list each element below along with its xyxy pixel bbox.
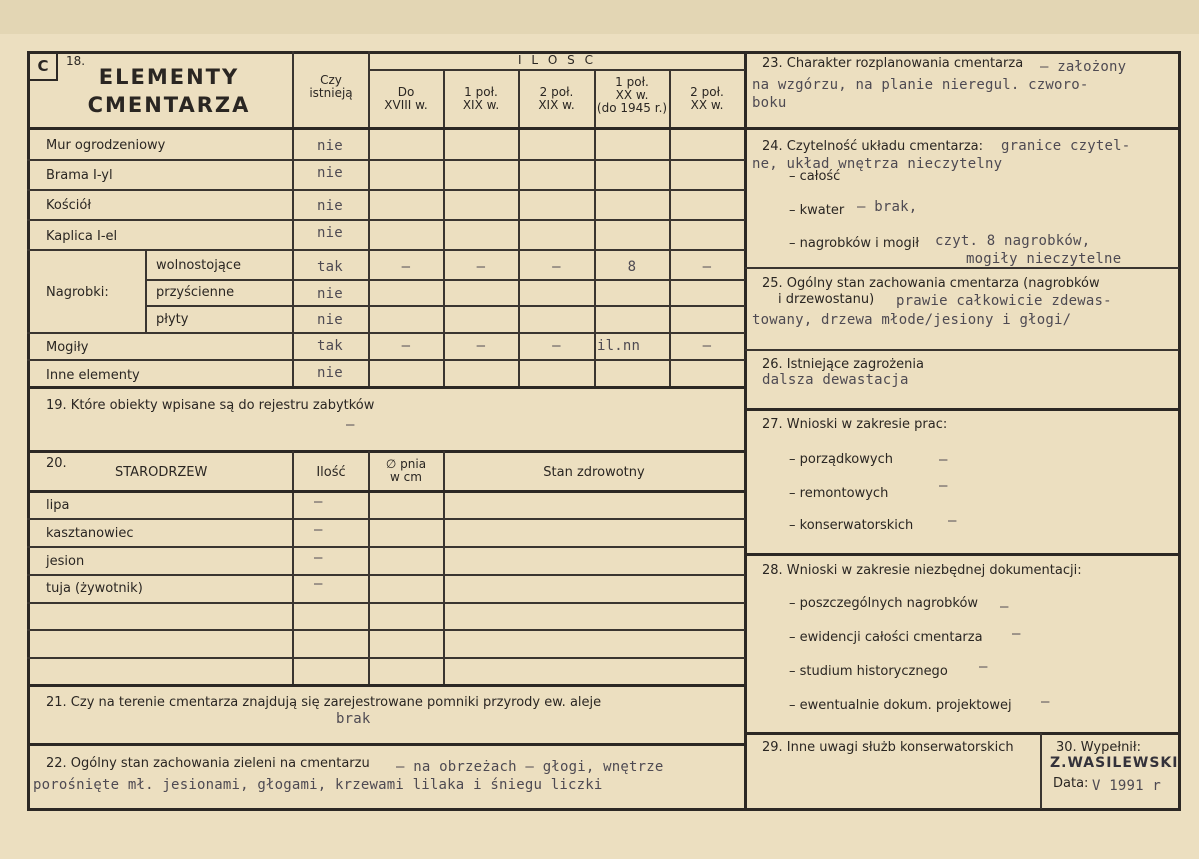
s24-calosc: – całość: [789, 169, 841, 184]
row-line: [27, 249, 745, 251]
row-line: [27, 657, 745, 659]
czy-istnieja-header: Czy istnieją: [309, 73, 353, 100]
col-line-p3: [594, 70, 596, 387]
frame-bottom: [27, 808, 1181, 811]
section-18-title-1: ELEMENTY: [98, 65, 240, 89]
count-cell: il.nn: [597, 338, 641, 354]
s20-col-line: [443, 451, 445, 685]
s25-bottom: [745, 349, 1179, 351]
frame-left: [27, 51, 30, 811]
ilosc-header: I L O Ś Ć: [518, 53, 596, 67]
s28-item-value: –: [1012, 626, 1021, 642]
row-line: [27, 189, 745, 191]
s24-kwater-value: – brak,: [857, 199, 918, 215]
s24-bottom: [745, 267, 1179, 269]
row-line: [146, 305, 745, 307]
element-label: Mur ogrodzeniowy: [46, 138, 166, 153]
section-c-mark: C: [28, 51, 58, 81]
s28-item-value: –: [1041, 694, 1050, 710]
count-cell: –: [401, 338, 411, 354]
element-label: Mogiły: [46, 340, 89, 355]
row-line: [27, 574, 745, 576]
period-header-2: 1 poł. XIX w.: [462, 85, 500, 112]
exists-value: nie: [317, 286, 343, 302]
s20-number: 20.: [46, 456, 67, 471]
count-cell: –: [476, 338, 486, 354]
s24-label: 24. Czytelność układu cmentarza:: [762, 139, 984, 154]
s19-label: 19. Które obiekty wpisane są do rejestru zabytków: [46, 398, 375, 413]
s30-date-label: Data:: [1053, 776, 1089, 791]
frame-middle: [744, 51, 747, 811]
s19-bottom: [27, 450, 745, 453]
exists-value: nie: [317, 165, 343, 181]
s20-bottom: [27, 684, 745, 687]
s23-value-3: boku: [752, 95, 787, 111]
s24-nagrobkow-value-2: mogiły nieczytelne: [966, 251, 1122, 267]
s20-col-pnia: ∅ pnia w cm: [385, 457, 427, 484]
s28-item: – ewidencji całości cmentarza: [789, 630, 983, 645]
section-18-number: 18.: [66, 54, 86, 68]
s20-col-line: [368, 451, 370, 685]
tree-qty: –: [314, 522, 323, 538]
s21-label: 21. Czy na terenie cmentarza znajdują się zarejestrowane pomniki przyrody ew. aleje: [46, 695, 602, 710]
s25-label-2: i drzewostanu): [778, 292, 875, 307]
s27-item: – konserwatorskich: [789, 518, 914, 533]
nagrobki-divider: [145, 249, 147, 333]
s24-kwater: – kwater: [789, 203, 845, 218]
card-top-edge: [0, 0, 1199, 34]
count-cell: –: [401, 259, 411, 275]
count-cell: –: [552, 338, 561, 354]
s27-item: – porządkowych: [789, 452, 893, 467]
s20-header-bottom: [27, 490, 745, 493]
row-line: [27, 546, 745, 548]
exists-value: tak: [317, 259, 343, 275]
s23-value-2: na wzgórzu, na planie nieregul. czworo-: [752, 77, 1089, 93]
row-line: [27, 159, 745, 161]
tree-name: tuja (żywotnik): [46, 581, 143, 596]
s28-label: 28. Wnioski w zakresie niezbędnej dokumentacji:: [762, 563, 1082, 578]
s28-item-value: –: [1000, 599, 1009, 615]
element-label: płyty: [156, 312, 189, 327]
row-line: [27, 219, 745, 221]
element-label: przyścienne: [156, 285, 235, 300]
s28-item-value: –: [979, 659, 988, 675]
s21-value: brak: [336, 711, 371, 727]
s24-value-1: granice czytel-: [1001, 138, 1131, 154]
element-label: Kościół: [46, 198, 92, 213]
element-label: Kaplica I-el: [46, 229, 118, 244]
exists-value: tak: [317, 338, 343, 354]
s24-nagrobkow: – nagrobków i mogił: [789, 236, 920, 251]
s29-label: 29. Inne uwagi służb konserwatorskich: [762, 740, 1014, 755]
s23-label: 23. Charakter rozplanowania cmentarza: [762, 56, 1024, 71]
count-cell: –: [702, 259, 712, 275]
row-line: [146, 279, 745, 281]
period-header-1: Do XVIII w.: [384, 85, 428, 112]
s30-label: 30. Wypełnił:: [1056, 740, 1141, 755]
row-line: [27, 518, 745, 520]
s28-item: – poszczególnych nagrobków: [789, 596, 979, 611]
frame-right: [1178, 51, 1181, 811]
s27-item-value: –: [939, 478, 948, 494]
section-18-title-2: CMENTARZA: [87, 93, 251, 117]
s22-value-1: – na obrzeżach – głogi, wnętrze: [396, 759, 664, 775]
element-label: Brama I-yl: [46, 168, 113, 183]
s28-bottom: [745, 732, 1179, 735]
s25-label-1: 25. Ogólny stan zachowania cmentarza (nagrobków: [762, 276, 1100, 291]
count-cell: 8: [627, 259, 637, 275]
exists-value: nie: [317, 365, 343, 381]
period-header-5: 2 poł. XX w.: [690, 85, 724, 112]
period-header-4: 1 poł. XX w. (do 1945 r.): [596, 75, 668, 115]
s26-bottom: [745, 408, 1179, 411]
s24-value-2: ne, układ wnętrza nieczytelny: [752, 156, 1003, 172]
tree-name: kasztanowiec: [46, 526, 134, 541]
s23-value-1: – założony: [1040, 59, 1127, 75]
period-header-3: 2 poł. XIX w.: [538, 85, 575, 112]
s20-col-ilosc: Ilość: [316, 465, 346, 480]
element-label: Inne elementy: [46, 368, 140, 383]
s27-item-value: –: [948, 513, 957, 529]
nagrobki-label: Nagrobki:: [46, 285, 109, 300]
row-line: [27, 359, 745, 361]
s20-title: STARODRZEW: [115, 465, 208, 480]
tree-qty: –: [314, 494, 323, 510]
exists-value: nie: [317, 138, 343, 154]
s20-col-line: [292, 451, 294, 685]
count-cell: –: [476, 259, 486, 275]
s21-bottom: [27, 743, 745, 746]
s26-label: 26. Istniejące zagrożenia: [762, 357, 924, 372]
exists-value: nie: [317, 225, 343, 241]
s20-col-stan: Stan zdrowotny: [543, 465, 645, 480]
s27-item: – remontowych: [789, 486, 889, 501]
row-line: [27, 629, 745, 631]
s30-name: Z.WASILEWSKI: [1050, 755, 1179, 771]
s23-bottom: [745, 127, 1179, 130]
s27-label: 27. Wnioski w zakresie prac:: [762, 417, 948, 432]
s30-date-value: V 1991 r: [1092, 778, 1162, 794]
count-cell: –: [552, 259, 561, 275]
s28-item: – ewentualnie dokum. projektowej: [789, 698, 1012, 713]
count-cell: –: [702, 338, 712, 354]
s19-value: –: [346, 417, 355, 433]
exists-value: nie: [317, 198, 343, 214]
row-line: [27, 332, 745, 334]
s29-s30-divider: [1040, 733, 1042, 809]
s25-value-1: prawie całkowicie zdewas-: [896, 293, 1112, 309]
s27-item-value: –: [939, 452, 948, 468]
s18-header-bottom: [27, 127, 745, 130]
tree-qty: –: [314, 576, 323, 592]
tree-qty: –: [314, 550, 323, 566]
s24-nagrobkow-value-1: czyt. 8 nagrobków,: [935, 233, 1091, 249]
row-line: [27, 602, 745, 604]
s18-bottom: [27, 386, 745, 389]
element-label: wolnostojące: [156, 258, 241, 273]
s28-item: – studium historycznego: [789, 664, 948, 679]
tree-name: jesion: [46, 554, 85, 569]
s27-bottom: [745, 553, 1179, 556]
s26-value: dalsza dewastacja: [762, 372, 909, 388]
s22-value-2: porośnięte mł. jesionami, głogami, krzewami lilaka i śniegu liczki: [33, 777, 603, 793]
ilosc-underline: [368, 69, 745, 71]
s25-value-2: towany, drzewa młode/jesiony i głogi/: [752, 312, 1072, 328]
s22-label: 22. Ogólny stan zachowania zieleni na cmentarzu: [46, 756, 370, 771]
tree-name: lipa: [46, 498, 70, 513]
exists-value: nie: [317, 312, 343, 328]
